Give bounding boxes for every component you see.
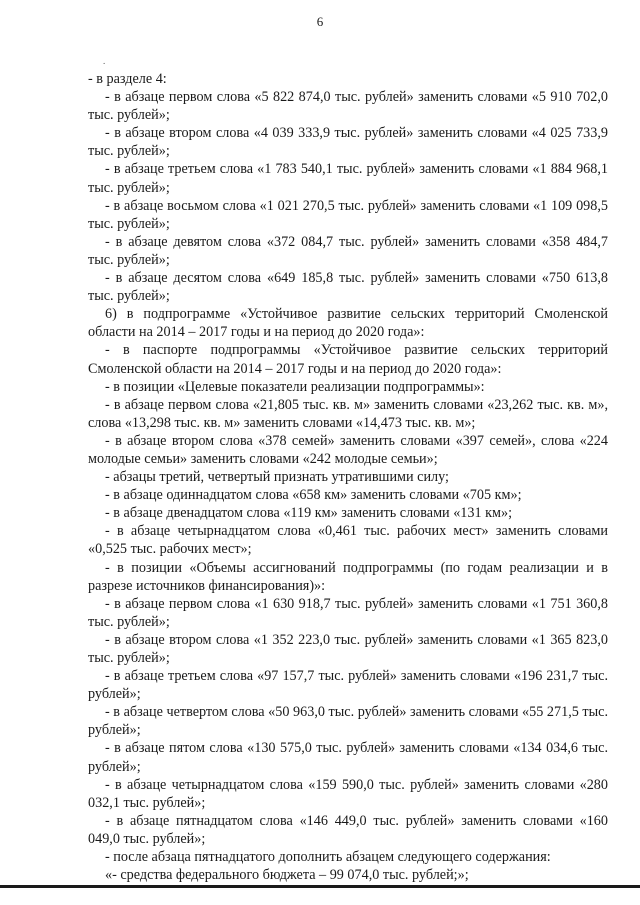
paragraph: - в абзаце пятом слова «130 575,0 тыс. рублей» заменить словами «134 034,6 тыс. рублей»;: [88, 740, 608, 775]
paragraph: - в абзаце третьем слова «97 157,7 тыс. рублей» заменить словами «196 231,7 тыс. рублей»;: [88, 668, 608, 703]
paragraph: - в абзаце первом слова «5 822 874,0 тыс. рублей» заменить словами «5 910 702,0 тыс. рублей»;: [88, 89, 608, 124]
paragraph: - в паспорте подпрограммы «Устойчивое развитие сельских территорий Смоленской области на 2014 – 2017 годы и на период до 2020 года»:: [88, 342, 608, 377]
paragraph: - в абзаце двенадцатом слова «119 км» заменить словами «131 км»;: [105, 505, 513, 522]
paragraph: - в абзаце пятнадцатом слова «146 449,0 тыс. рублей» заменить словами «160 049,0 тыс. рублей»;: [88, 812, 608, 847]
document-body: [88, 70, 608, 884]
paragraph: - в абзаце восьмом слова «1 021 270,5 тыс. рублей» заменить словами «1 109 098,5 тыс. рублей»;: [88, 197, 608, 232]
paragraph: - в абзаце четырнадцатом слова «159 590,0 тыс. рублей» заменить словами «280 032,1 тыс. рублей»;: [88, 776, 608, 811]
paragraph: - в абзаце четвертом слова «50 963,0 тыс. рублей» заменить словами «55 271,5 тыс. рублей»;: [88, 704, 608, 739]
paragraph: - в абзаце втором слова «1 352 223,0 тыс. рублей» заменить словами «1 365 823,0 тыс. рублей»;: [88, 631, 608, 666]
scan-speck: .: [103, 56, 106, 66]
paragraph: - в абзаце третьем слова «1 783 540,1 тыс. рублей» заменить словами «1 884 968,1 тыс. рублей»;: [88, 161, 608, 196]
paragraph: - в разделе 4:: [88, 71, 167, 87]
paragraph: - в позиции «Целевые показатели реализации подпрограммы»:: [105, 378, 485, 395]
paragraph: - в абзаце первом слова «21,805 тыс. кв. м» заменить словами «23,262 тыс. кв. м», слова «13,298 тыс. кв. м» заменить словами «14,473 тыс. кв. м»;: [88, 396, 608, 431]
paragraph: - в абзаце первом слова «1 630 918,7 тыс. рублей» заменить словами «1 751 360,8 тыс. рублей»;: [88, 595, 608, 630]
paragraph: - в позиции «Объемы ассигнований подпрограммы (по годам реализации и в разрезе источников финансирования)»:: [88, 559, 608, 594]
paragraph: - в абзаце втором слова «378 семей» заменить словами «397 семей», слова «224 молодые семьи» заменить словами «242 молодые семьи»;: [88, 432, 608, 467]
paragraph: «- средства федерального бюджета – 99 074,0 тыс. рублей;»;: [105, 867, 469, 884]
scan-bottom-edge: [0, 885, 640, 888]
paragraph: - в абзаце одиннадцатом слова «658 км» заменить словами «705 км»;: [105, 487, 522, 504]
paragraph: 6) в подпрограмме «Устойчивое развитие сельских территорий Смоленской области на 2014 – 2017 годы и на период до 2020 года»:: [88, 306, 608, 341]
paragraph: - в абзаце девятом слова «372 084,7 тыс. рублей» заменить словами «358 484,7 тыс. рублей»;: [88, 233, 608, 268]
page-number: 6: [316, 14, 324, 29]
paragraph: - в абзаце втором слова «4 039 333,9 тыс. рублей» заменить словами «4 025 733,9 тыс. рублей»;: [88, 125, 608, 160]
paragraph: - в абзаце десятом слова «649 185,8 тыс. рублей» заменить словами «750 613,8 тыс. рублей»;: [88, 270, 608, 305]
paragraph: - после абзаца пятнадцатого дополнить абзацем следующего содержания:: [105, 849, 551, 866]
paragraph: - в абзаце четырнадцатом слова «0,461 тыс. рабочих мест» заменить словами «0,525 тыс. рабочих мест»;: [88, 523, 608, 558]
paragraph: - абзацы третий, четвертый признать утратившими силу;: [105, 469, 449, 486]
